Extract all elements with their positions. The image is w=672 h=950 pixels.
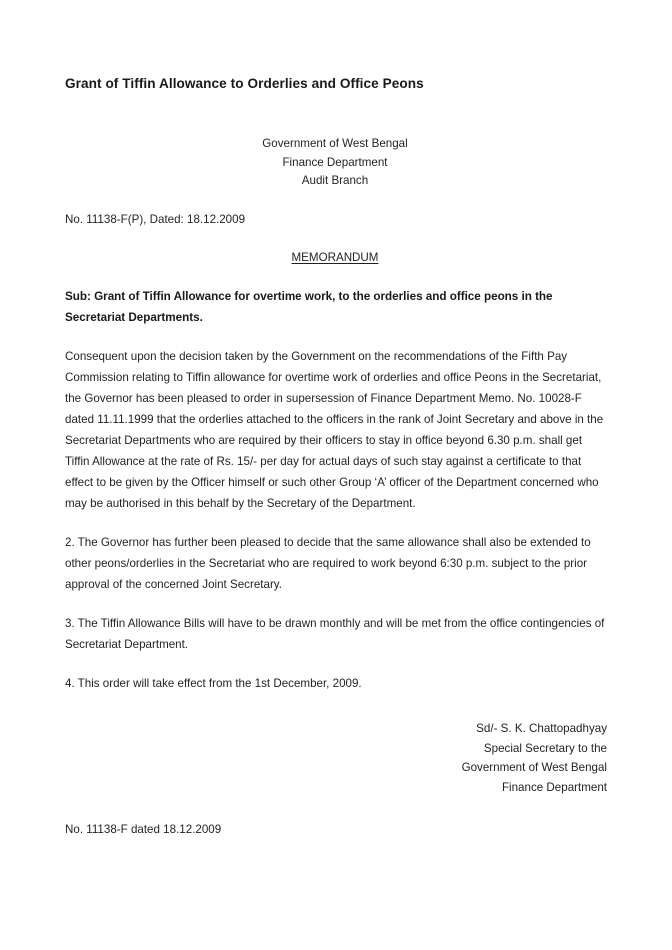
memorandum-heading: MEMORANDUM xyxy=(291,251,379,265)
office-header-block xyxy=(65,135,605,190)
memorandum-heading-wrap xyxy=(65,248,605,267)
signature-designation: Special Secretary to the xyxy=(483,741,607,755)
signature-name: Sd/- S. K. Chattopadhyay xyxy=(476,722,607,736)
office-header-government: Government of West Bengal xyxy=(262,137,408,151)
signature-government: Government of West Bengal xyxy=(461,761,607,775)
document-content xyxy=(65,75,607,839)
body-paragraph-1: Consequent upon the decision taken by the Government on the recommendations of the Fifth Pay Commission relating to Tiffin allowance for overtime work of orderlies and office Peons in the Secretariat, the Governor has been pleased to order in supersession of Finance Department Memo. No. 10028-F dated 11.11.1999 that the orderlies attached to the officers in the rank of Joint Secretary and above in the Secretariat Departments who are required by their officers to stay in office beyond 6.30 p.m. shall get Tiffin Allowance at the rate of Rs. 15/- per day for actual days of such stay against a certificate to that effect to be given by the Officer himself or such other Group ‘A’ officer of the Department concerned who may be authorised in this behalf by the Secretary of the Department. xyxy=(65,350,604,511)
signature-block xyxy=(65,719,607,797)
signature-department: Finance Department xyxy=(501,780,607,794)
office-header-department: Finance Department xyxy=(282,155,388,169)
body-paragraph-4: 4. This order will take effect from the 1st December, 2009. xyxy=(65,677,362,691)
page-title: Grant of Tiffin Allowance to Orderlies and Office Peons xyxy=(65,76,424,91)
office-header-branch: Audit Branch xyxy=(301,173,369,187)
memo-number-line: No. 11138-F(P), Dated: 18.12.2009 xyxy=(65,213,246,227)
body-paragraph-2: 2. The Governor has further been pleased to decide that the same allowance shall also be extended to other peons/orderlies in the Secretariat who are required to work beyond 6:30 p.m. subject to the prior approval of the concerned Joint Secretary. xyxy=(65,536,591,592)
subject-line: Sub: Grant of Tiffin Allowance for overtime work, to the orderlies and office peons in the Secretariat Departments. xyxy=(65,290,553,324)
footer-reference-line: No. 11138-F dated 18.12.2009 xyxy=(65,823,222,837)
body-paragraph-3: 3. The Tiffin Allowance Bills will have to be drawn monthly and will be met from the office contingencies of Secretariat Department. xyxy=(65,617,605,652)
